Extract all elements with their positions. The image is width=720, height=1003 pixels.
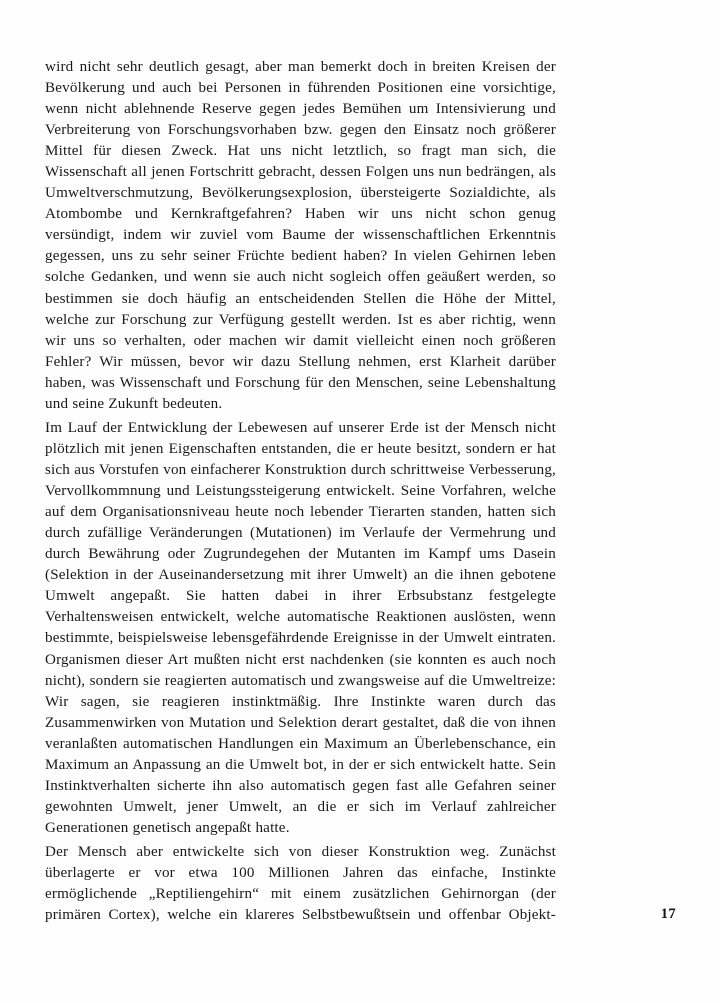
body-text-column: [45, 57, 556, 947]
page-number: 17: [660, 906, 676, 922]
body-paragraph-3: Der Mensch aber entwickelte sich von dieser Konstruktion weg. Zunächst überlagerte er vor etwa 100 Millionen Jahren das einfache, Instinkte ermöglichende „Reptiliengehirn“ mit einem zusätzlichen Gehirnorgan (der primären Cortex), welche ein klareres Selbstbewußtsein und offenbar Objekt-: [45, 844, 556, 924]
body-paragraph-1: wird nicht sehr deutlich gesagt, aber man bemerkt doch in breiten Kreisen der Bevölkerung und auch bei Personen in führenden Positionen eine vorsichtige, wenn nicht ablehnende Reserve gegen jedes Bemühen um Intensivierung und Verbreiterung von Forschungsvorhaben bzw. gegen den Einsatz noch größerer Mittel für diesen Zweck. Hat uns nicht letztlich, so fragt man sich, die Wissenschaft all jenen Fortschritt gebracht, dessen Folgen uns nun bedrängen, als Umweltverschmutzung, Bevölkerungsexplosion, übersteigerte Sozialdichte, als Atombombe und Kernkraftgefahren? Haben wir uns nicht schon genug versündigt, indem wir zuviel vom Baume der wissenschaftlichen Erkenntnis gegessen, uns zu sehr seiner Früchte bedient haben? In vielen Gehirnen leben solche Gedanken, und wenn sie auch nicht sogleich offen geäußert werden, so bestimmen sie doch häufig an entscheidenden Stellen die Höhe der Mittel, welche zur Forschung zur Verfügung gestellt werden. Ist es aber richtig, wenn wir uns so verhalten, oder machen wir damit vielleicht einen noch größeren Fehler? Wir müssen, bevor wir dazu Stellung nehmen, erst Klarheit darüber haben, was Wissenschaft und Forschung für den Menschen, seine Lebenshaltung und seine Zukunft bedeuten.: [45, 59, 556, 412]
body-paragraph-2: Im Lauf der Entwicklung der Lebewesen auf unserer Erde ist der Mensch nicht plötzlich mit jenen Eigenschaften entstanden, die er heute besitzt, sondern er hat sich aus Vorstufen von einfacherer Konstruktion durch schrittweise Verbesserung, Vervollkommnung und Leistungssteigerung entwickelt. Seine Vorfahren, welche auf dem Organisationsniveau heute noch lebender Tierarten standen, hatten sich durch zufällige Veränderungen (Mutationen) im Verlaufe der Vermehrung und durch Bewährung oder Zugrundegehen der Mutanten im Kampf ums Dasein (Selektion in der Auseinandersetzung mit ihrer Umwelt) an die ihnen gebotene Umwelt angepaßt. Sie hatten dabei in ihrer Erbsubstanz festgelegte Verhaltensweisen entwickelt, welche automatische Reaktionen auslösten, wenn bestimmte, beispielsweise lebensgefährdende Ereignisse in der Umwelt eintraten. Organismen dieser Art mußten nicht erst nachdenken (sie konnten es auch noch nicht), sondern sie reagierten automatisch und zwangsweise auf die Umweltreize: Wir sagen, sie reagieren instinktmäßig. Ihre Instinkte waren durch das Zusammenwirken von Mutation und Selektion derart gestaltet, daß die von ihnen veranlaßten automatischen Handlungen ein Maximum an Überlebenschance, ein Maximum an Anpassung an die Umwelt bot, in der er sich entwickelt hatte. Sein Instinktverhalten sicherte ihn also automatisch gegen fast alle Gefahren seiner gewohnten Umwelt, jener Umwelt, an die er sich im Verlauf zahlreicher Generationen genetisch angepaßt hatte.: [45, 419, 556, 836]
